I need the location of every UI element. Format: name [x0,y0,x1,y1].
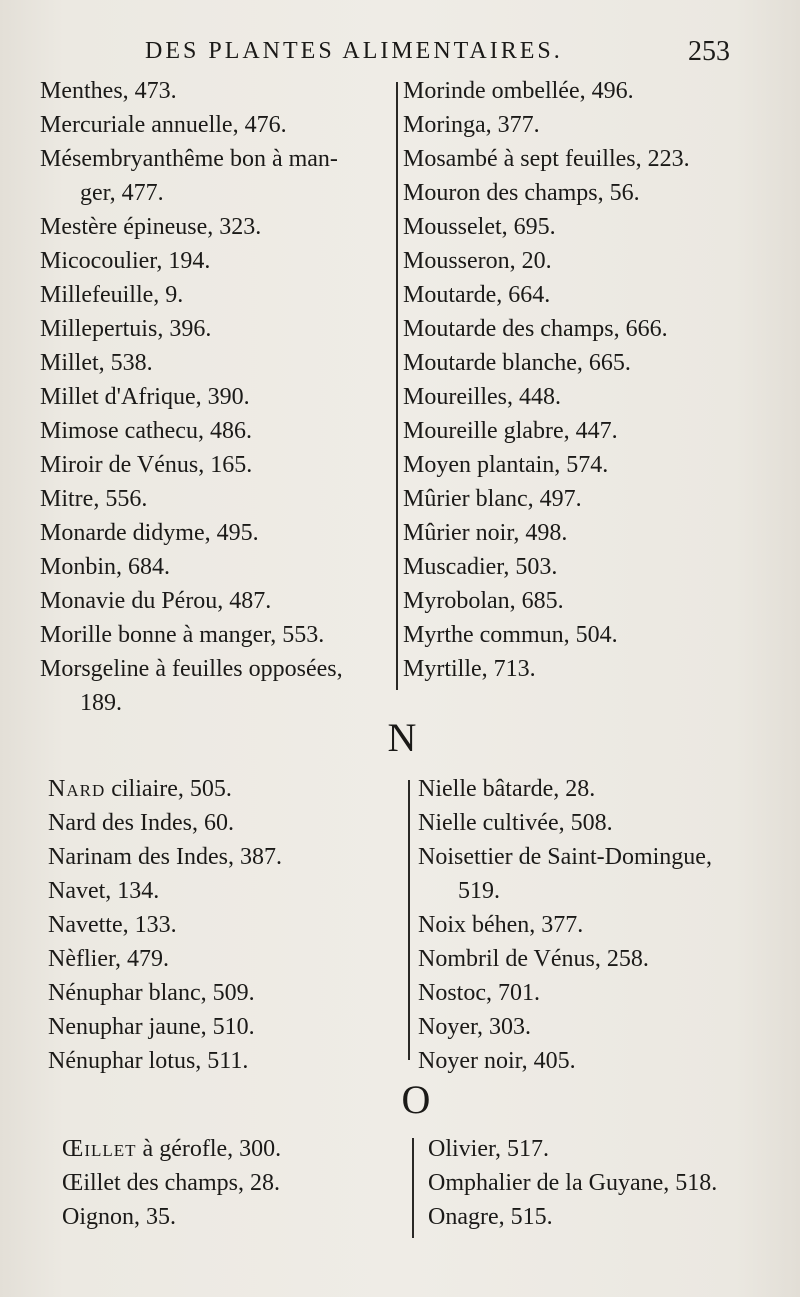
running-head: DES PLANTES ALIMENTAIRES. [145,38,563,64]
index-entry: Miroir de Vénus, 165. [40,452,253,478]
index-entry: Nénuphar blanc, 509. [48,980,255,1006]
index-entry: Moutarde, 664. [403,282,551,308]
index-entry: Navette, 133. [48,912,177,938]
index-entry: Moureille glabre, 447. [403,418,618,444]
index-entry-tail: à gérofle, 300. [136,1136,282,1162]
index-entry: Mercuriale annuelle, 476. [40,112,287,138]
index-entry: Mouron des champs, 56. [403,180,640,206]
index-entry [48,772,282,806]
index-entry: Noisettier de Saint-Domingue, [418,844,712,870]
index-entry: Moutarde des champs, 666. [403,316,668,342]
index-entry: Moureilles, 448. [403,384,561,410]
index-entry: Mûrier noir, 498. [403,520,568,546]
index-entry: Noyer noir, 405. [418,1048,576,1074]
index-entry: Myrtille, 713. [403,656,536,682]
index-entry: Millepertuis, 396. [40,316,212,342]
column-divider [396,82,398,690]
index-entry-head: Œillet [62,1136,137,1162]
index-entry: Oignon, 35. [62,1204,176,1230]
index-entry-head: Nard [48,776,106,802]
index-entry: Muscadier, 503. [403,554,558,580]
index-entry: Monavie du Pérou, 487. [40,588,272,614]
index-entry: Morille bonne à manger, 553. [40,622,325,648]
index-entry: Nèflier, 479. [48,946,169,972]
index-entry: Morinde ombellée, 496. [403,78,634,104]
section-m-left-column [40,74,343,720]
index-entry-continuation: 189. [80,690,122,716]
section-o-right-column [428,1132,717,1234]
index-entry: Mousseron, 20. [403,248,552,274]
index-entry: Onagre, 515. [428,1204,553,1230]
index-entry: Menthes, 473. [40,78,177,104]
index-entry: Nenuphar jaune, 510. [48,1014,255,1040]
column-divider [408,780,410,1060]
section-o-left-column [62,1132,281,1234]
index-entry: Nielle cultivée, 508. [418,810,613,836]
index-entry: Nénuphar lotus, 511. [48,1048,249,1074]
index-entry: Nielle bâtarde, 28. [418,776,596,802]
index-entry: Mimose cathecu, 486. [40,418,252,444]
section-letter-o: O [401,1077,431,1122]
index-entry: Moringa, 377. [403,112,540,138]
index-entry: Omphalier de la Guyane, 518. [428,1170,718,1196]
index-entry: Myrobolan, 685. [403,588,564,614]
column-divider [412,1138,414,1238]
index-entry [62,1132,281,1166]
index-entry: Œillet des champs, 28. [62,1170,280,1196]
index-entry: Noix béhen, 377. [418,912,584,938]
index-entry: Moyen plantain, 574. [403,452,609,478]
section-m-right-column [403,74,690,686]
index-entry: Narinam des Indes, 387. [48,844,282,870]
index-entry: Mitre, 556. [40,486,148,512]
index-entry-continuation: ger, 477. [80,180,164,206]
index-entry: Nard des Indes, 60. [48,810,234,836]
index-entry: Mestère épineuse, 323. [40,214,262,240]
index-entry: Monarde didyme, 495. [40,520,259,546]
index-entry: Mûrier blanc, 497. [403,486,582,512]
index-entry: Morsgeline à feuilles opposées, [40,656,343,682]
index-entry: Olivier, 517. [428,1136,550,1162]
index-entry-continuation: 519. [458,878,500,904]
index-entry: Millefeuille, 9. [40,282,184,308]
index-entry: Noyer, 303. [418,1014,532,1040]
index-entry: Millet, 538. [40,350,153,376]
index-entry: Nostoc, 701. [418,980,540,1006]
section-n-left-column [48,772,282,1078]
section-n-right-column [418,772,712,1078]
index-entry: Mousselet, 695. [403,214,556,240]
index-entry: Nombril de Vénus, 258. [418,946,649,972]
page-number: 253 [688,36,730,67]
index-entry: Micocoulier, 194. [40,248,211,274]
index-entry: Navet, 134. [48,878,160,904]
index-entry-tail: ciliaire, 505. [105,776,232,802]
index-entry: Mosambé à sept feuilles, 223. [403,146,690,172]
index-entry: Moutarde blanche, 665. [403,350,631,376]
section-letter-n: N [387,715,417,760]
index-entry: Myrthe commun, 504. [403,622,618,648]
index-entry: Monbin, 684. [40,554,171,580]
index-entry: Millet d'Afrique, 390. [40,384,250,410]
index-entry: Mésembryanthême bon à man- [40,146,338,172]
